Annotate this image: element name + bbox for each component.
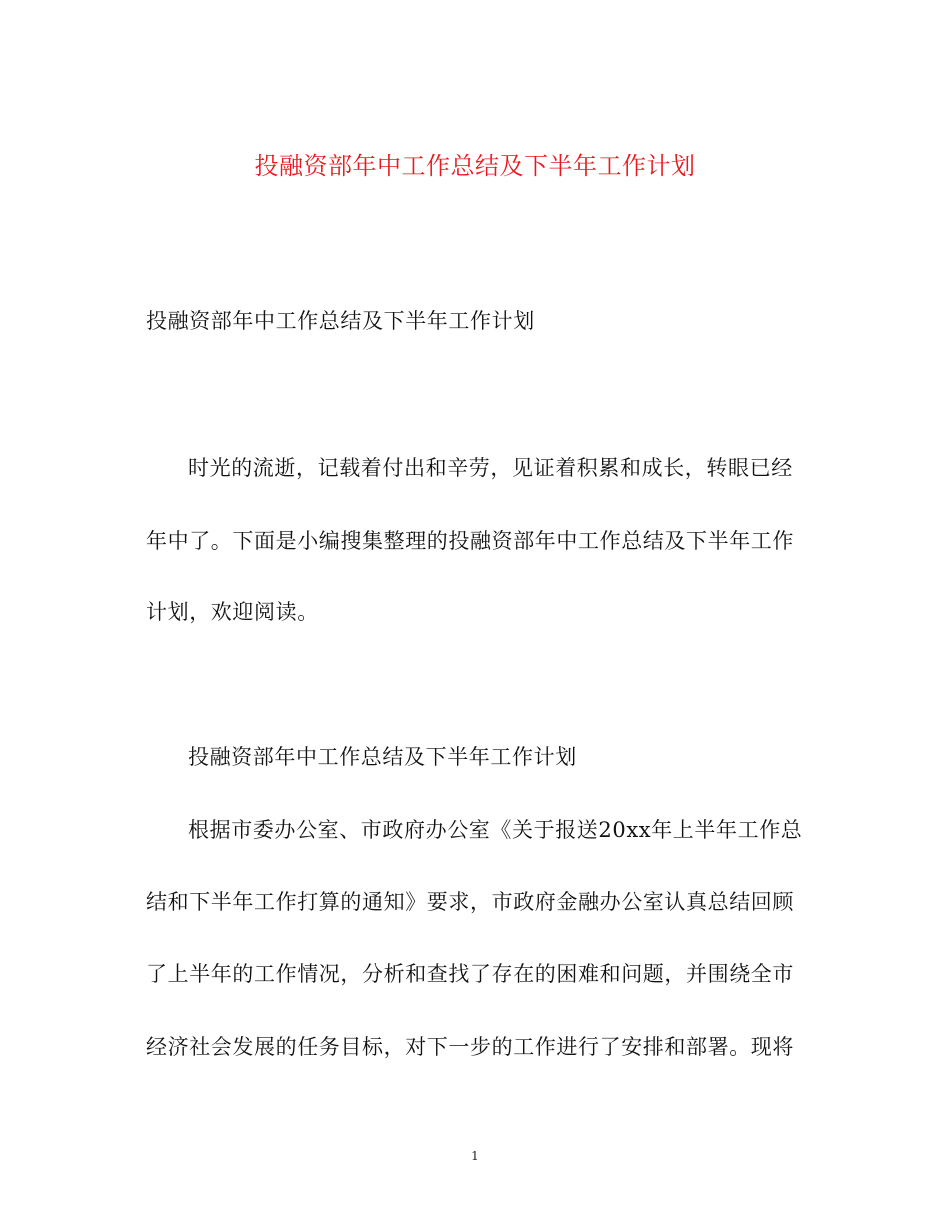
paragraph-line: 时光的流逝，记载着付出和辛劳，见证着积累和成长，转眼已经 xyxy=(188,456,793,480)
paragraph-line: 计划，欢迎阅读。 xyxy=(146,600,319,624)
document-subtitle: 投融资部年中工作总结及下半年工作计划 xyxy=(146,309,535,333)
paragraph-line: 了上半年的工作情况，分析和查找了存在的困难和问题，并围绕全市 xyxy=(146,962,794,986)
page-number: 1 xyxy=(471,1149,479,1163)
paragraph-line: 经济社会发展的任务目标，对下一步的工作进行了安排和部署。现将 xyxy=(146,1035,794,1059)
document-title: 投融资部年中工作总结及下半年工作计划 xyxy=(254,152,696,180)
paragraph-line: 结和下半年工作打算的通知》要求，市政府金融办公室认真总结回顾 xyxy=(146,890,794,914)
paragraph-line: 年中了。下面是小编搜集整理的投融资部年中工作总结及下半年工作 xyxy=(146,529,794,553)
section-heading: 投融资部年中工作总结及下半年工作计划 xyxy=(188,745,577,769)
paragraph-line: 根据市委办公室、市政府办公室《关于报送20xx年上半年工作总 xyxy=(188,818,803,842)
